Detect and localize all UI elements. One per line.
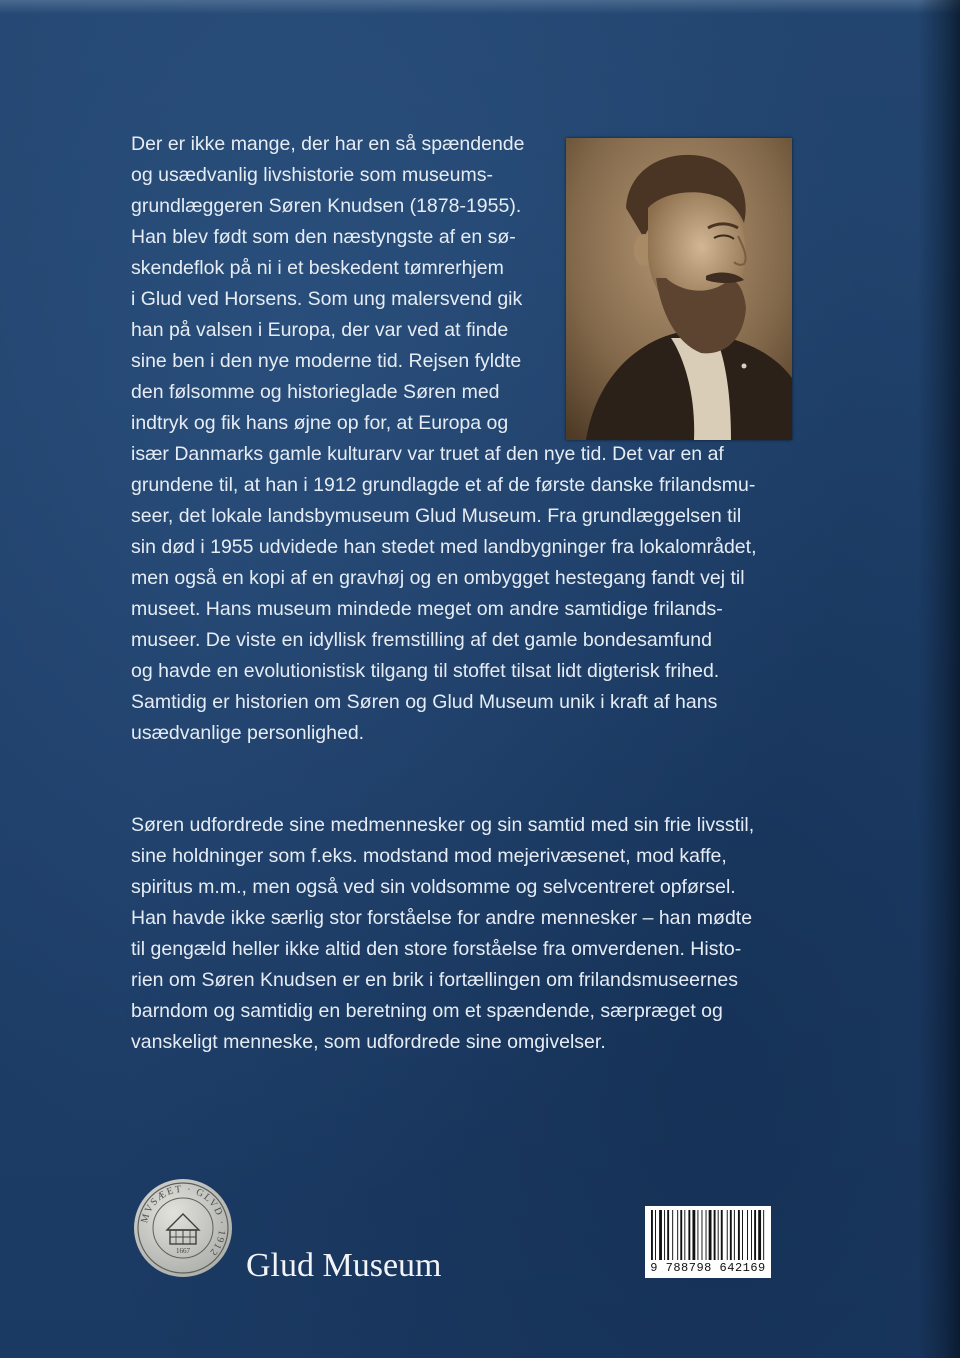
top-edge-highlight — [0, 0, 960, 14]
barcode-bar — [688, 1210, 690, 1260]
text-line: og havde en evolutionistisk tilgang til stoffet tilsat lidt digterisk frihed. — [131, 660, 720, 682]
text-line: men også en kopi af en gravhøj og en ombygget hestegang fandt vej til — [131, 567, 745, 589]
barcode-bar — [758, 1210, 761, 1260]
text-line: barndom og samtidig en beretning om et spændende, særpræget og — [131, 1000, 723, 1022]
barcode-bar — [714, 1210, 716, 1260]
text-line: især Danmarks gamle kulturarv var truet af den nye tid. Det var en af — [131, 443, 724, 465]
barcode-bar — [727, 1210, 728, 1260]
text-line: usædvanlige personlighed. — [131, 722, 365, 744]
text-line: den følsomme og historieglade Søren med — [131, 381, 500, 403]
text-line: vanskeligt menneske, som udfordrede sine omgivelser. — [131, 1031, 606, 1053]
text-line: sine holdninger som f.eks. modstand mod mejerivæsenet, mod kaffe, — [131, 845, 727, 867]
barcode-bar — [734, 1210, 735, 1260]
text-line: sin død i 1955 udvidede han stedet med landbygninger fra lokalområdet, — [131, 536, 757, 558]
text-line: Samtidig er historien om Søren og Glud Museum unik i kraft af hans — [131, 691, 718, 713]
barcode-bar — [730, 1210, 732, 1260]
publisher-name: Glud Museum — [246, 1247, 442, 1284]
isbn-number: 9 788798 642169 — [650, 1261, 766, 1275]
barcode-bar — [747, 1210, 748, 1260]
text-line: Der er ikke mange, der har en så spændende — [131, 133, 525, 155]
text-line: til gengæld heller ikke altid den store forståelse fra omverdenen. Histo- — [131, 938, 742, 960]
barcode-bar — [763, 1210, 764, 1260]
text-line: Søren udfordrede sine medmennesker og sin samtid med sin frie livsstil, — [131, 814, 755, 836]
barcode-bar — [702, 1210, 703, 1260]
spine-edge-shadow — [918, 0, 960, 1358]
text-line: museer. De viste en idyllisk fremstilling af det gamle bondesamfund — [131, 629, 712, 651]
barcode-bar — [721, 1210, 723, 1260]
barcode-bar — [651, 1210, 653, 1260]
text-line: sine ben i den nye moderne tid. Rejsen fyldte — [131, 350, 522, 372]
barcode-bar — [718, 1210, 719, 1260]
barcode-bar — [742, 1210, 743, 1260]
barcode-bar — [751, 1210, 752, 1260]
barcode-bar — [664, 1210, 665, 1260]
barcode-bar — [680, 1210, 682, 1260]
barcode-bar — [754, 1210, 756, 1260]
isbn-barcode — [645, 1206, 771, 1278]
barcode-bar — [738, 1210, 740, 1260]
description-paragraph-2 — [131, 810, 811, 1058]
museum-seal-logo — [133, 1178, 233, 1278]
description-paragraph-1 — [131, 129, 811, 749]
text-line: og usædvanlig livshistorie som museums- — [131, 164, 493, 186]
text-line: rien om Søren Knudsen er en brik i fortællingen om frilandsmuseernes — [131, 969, 738, 991]
barcode-bar — [667, 1210, 669, 1260]
text-line: Han blev født som den næstyngste af en sø- — [131, 226, 516, 248]
barcode-bar — [672, 1210, 673, 1260]
barcode-bar — [684, 1210, 685, 1260]
barcode-bar — [677, 1210, 678, 1260]
barcode-bar — [706, 1210, 707, 1260]
barcode-bars — [649, 1210, 767, 1262]
barcode-bar — [697, 1210, 698, 1260]
text-line: seer, det lokale landsbymuseum Glud Museum. Fra grundlæggelsen til — [131, 505, 742, 527]
text-line: skendeflok på ni i et beskedent tømrerhjem — [131, 257, 504, 279]
text-line: grundlæggeren Søren Knudsen (1878-1955). — [131, 195, 522, 217]
text-line: grundene til, at han i 1912 grundlagde et af de første danske frilandsmu- — [131, 474, 756, 496]
barcode-bar — [659, 1210, 662, 1260]
text-line: museet. Hans museum mindede meget om andre samtidige frilands- — [131, 598, 723, 620]
text-line: Han havde ikke særlig stor forståelse for andre mennesker – han mødte — [131, 907, 753, 929]
text-line: i Glud ved Horsens. Som ung malersvend gik — [131, 288, 523, 310]
barcode-bar — [655, 1210, 656, 1260]
text-line: spiritus m.m., men også ved sin voldsomme og selvcentreret opførsel. — [131, 876, 736, 898]
text-line: han på valsen i Europa, der var ved at finde — [131, 319, 509, 341]
barcode-bar — [692, 1210, 695, 1260]
text-line: indtryk og fik hans øjne op for, at Europa og — [131, 412, 509, 434]
seal-year: 1667 — [176, 1247, 190, 1255]
seal-ring-text: MVSÆET · GLVD · 1912 — [139, 1183, 228, 1259]
barcode-bar — [709, 1210, 712, 1260]
